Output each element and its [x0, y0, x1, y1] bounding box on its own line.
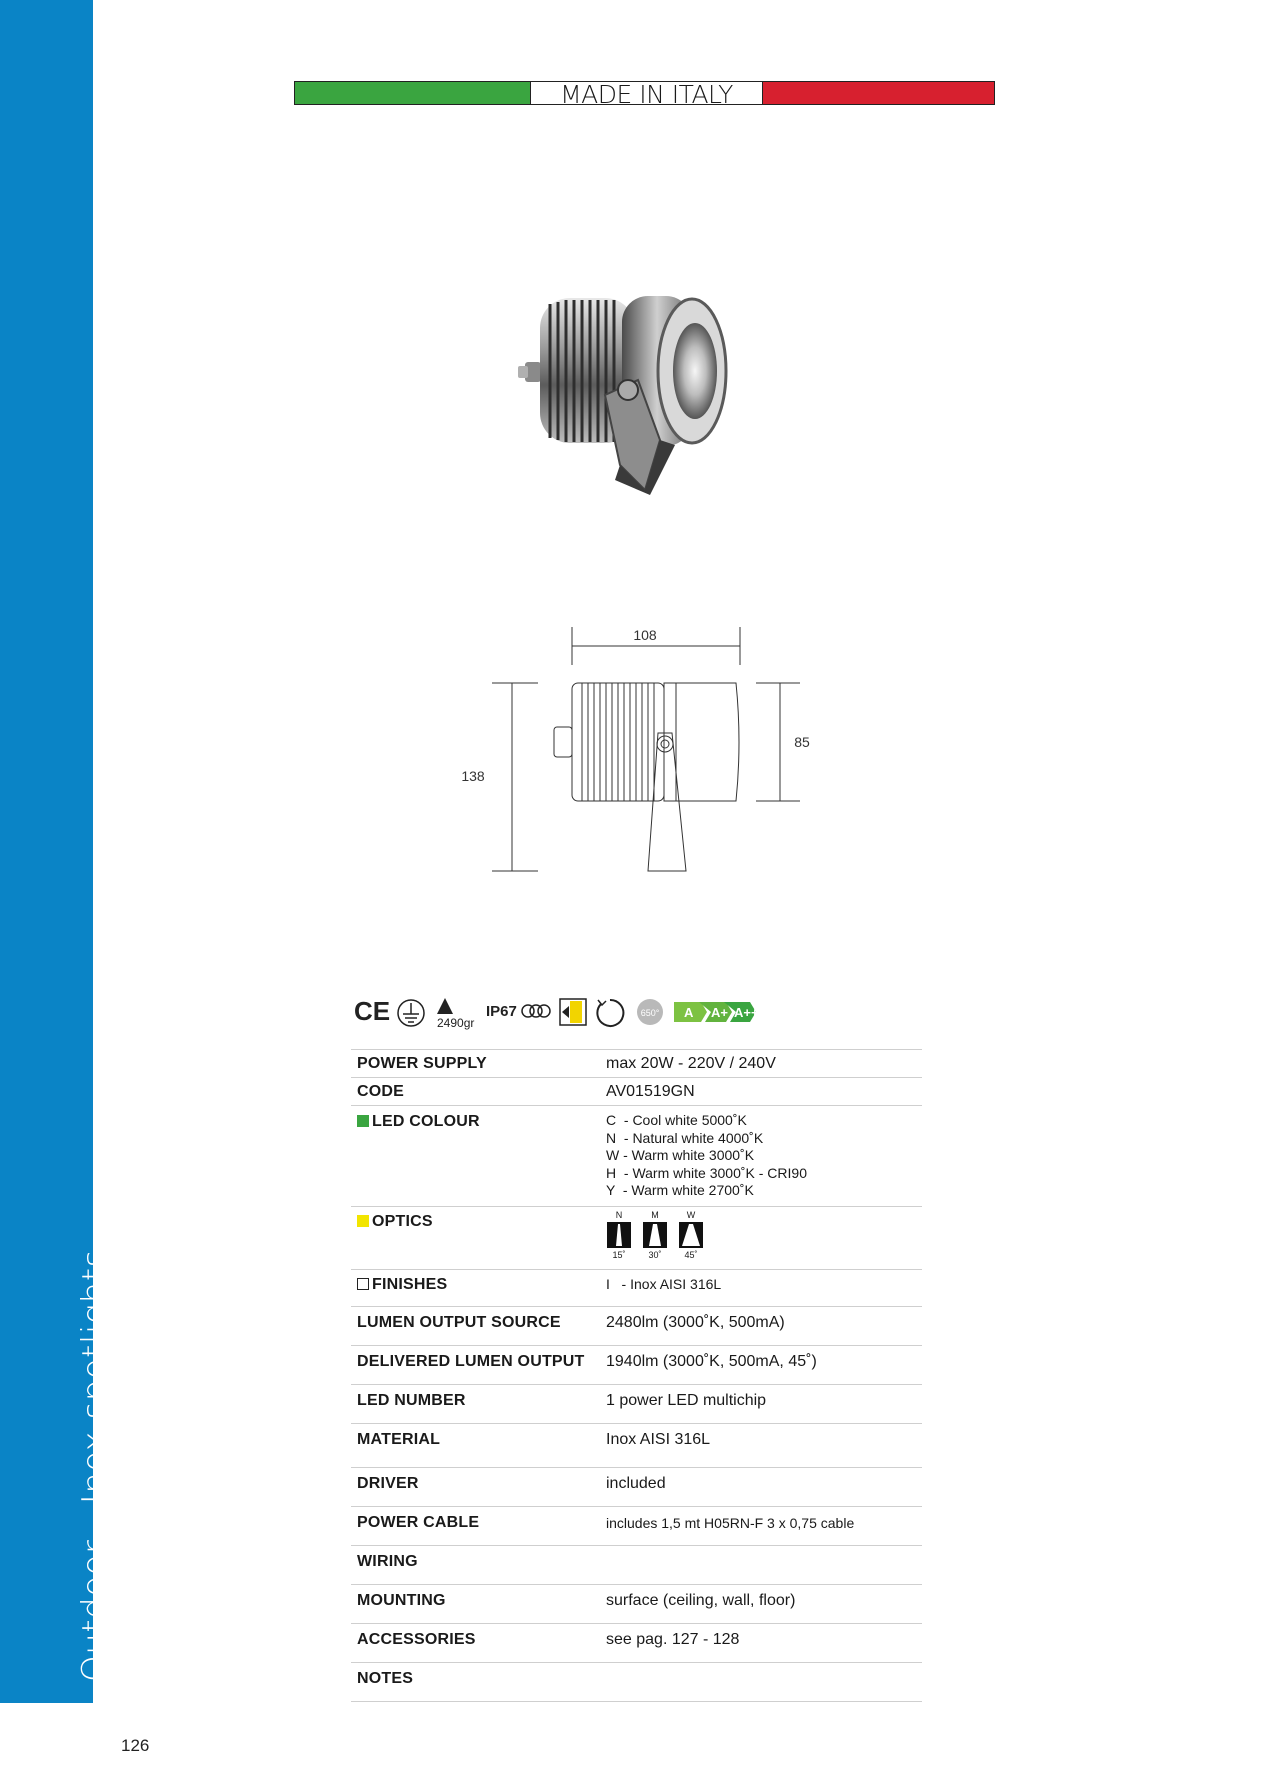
energy-class-a-plus: A+ — [711, 1005, 728, 1020]
specifications-table — [351, 1049, 922, 1702]
beam-narrow-icon — [607, 1222, 631, 1248]
spec-value: 1940lm (3000˚K, 500mA, 45˚) — [606, 1346, 922, 1385]
spec-label: ACCESSORIES — [351, 1624, 606, 1663]
spec-label: POWER CABLE — [351, 1507, 606, 1546]
spec-row-led-number — [351, 1385, 922, 1424]
led-module-icon — [560, 999, 586, 1025]
spec-value: AV01519GN — [606, 1078, 922, 1106]
made-in-italy-banner — [294, 79, 995, 109]
spec-label: OPTICS — [372, 1213, 433, 1230]
spec-label: DELIVERED LUMEN OUTPUT — [351, 1346, 606, 1385]
certification-icons — [354, 992, 794, 1032]
beam-medium-icon — [643, 1222, 667, 1248]
ip67-icon: IP67 — [486, 1003, 517, 1020]
spec-label: MOUNTING — [351, 1585, 606, 1624]
spec-row-led-colour — [351, 1106, 922, 1207]
spec-value: Inox AISI 316L — [606, 1424, 922, 1468]
spec-row-material — [351, 1424, 922, 1468]
spec-row-accessories — [351, 1624, 922, 1663]
weight-label: 2490gr — [437, 1016, 475, 1030]
spec-label: LUMEN OUTPUT SOURCE — [351, 1307, 606, 1346]
body-height-dimension-label: 85 — [794, 734, 810, 750]
spec-label: NOTES — [351, 1663, 606, 1702]
spec-label: LED COLOUR — [372, 1113, 480, 1130]
width-dimension-label: 108 — [633, 627, 657, 643]
spec-row-lumen-source — [351, 1307, 922, 1346]
led-colour-option: H - Warm white 3000˚K - CRI90 — [606, 1164, 807, 1181]
spec-row-driver — [351, 1468, 922, 1507]
category-label: Outdoor - Inox spotlights — [75, 1249, 115, 1682]
total-height-dimension-label: 138 — [461, 768, 485, 784]
led-colour-options — [606, 1106, 922, 1207]
energy-class-a-plus-plus: A++ — [734, 1005, 759, 1020]
spec-value — [606, 1663, 922, 1702]
svg-text:CE: CE — [354, 996, 391, 1026]
finishes-swatch — [357, 1278, 369, 1290]
spec-row-lumen-delivered — [351, 1346, 922, 1385]
spec-row-power-cable — [351, 1507, 922, 1546]
page-number: 126 — [121, 1736, 150, 1755]
led-colour-option: C - Cool white 5000˚K — [606, 1112, 747, 1128]
spec-value: surface (ceiling, wall, floor) — [606, 1585, 922, 1624]
beam-wide-icon — [679, 1222, 703, 1248]
spec-row-optics — [351, 1207, 922, 1270]
led-colour-option: W - Warm white 3000˚K — [606, 1147, 755, 1163]
spec-label: FINISHES — [372, 1276, 448, 1293]
spec-label: POWER SUPPLY — [351, 1050, 606, 1078]
spec-value — [606, 1546, 922, 1585]
ce-mark-icon — [354, 996, 390, 1026]
optics-options — [606, 1207, 922, 1270]
product-photo — [510, 290, 760, 540]
flag-green-stripe — [295, 82, 530, 104]
spec-label: DRIVER — [351, 1468, 606, 1507]
spec-value: I - Inox AISI 316L — [606, 1270, 922, 1307]
led-colour-option: Y - Warm white 2700˚K — [606, 1182, 754, 1198]
class-rings-icon — [522, 1005, 550, 1017]
spec-value: max 20W - 220V / 240V — [606, 1050, 922, 1078]
spec-value: 2480lm (3000˚K, 500mA) — [606, 1307, 922, 1346]
category-sidebar — [0, 0, 115, 1703]
optic-wide: W 45˚ — [678, 1210, 704, 1260]
rotation-icon — [597, 1000, 623, 1026]
dimension-drawing — [450, 615, 830, 877]
spec-label: MATERIAL — [351, 1424, 606, 1468]
optics-swatch — [357, 1215, 369, 1227]
spec-label: LED NUMBER — [351, 1385, 606, 1424]
spec-value: 1 power LED multichip — [606, 1385, 922, 1424]
glow-wire-icon — [637, 999, 663, 1025]
spec-value: included — [606, 1468, 922, 1507]
spec-value: includes 1,5 mt H05RN-F 3 x 0,75 cable — [606, 1507, 922, 1546]
optic-narrow: N 15˚ — [606, 1210, 632, 1260]
spec-value: see pag. 127 - 128 — [606, 1624, 922, 1663]
spec-row-power-supply — [351, 1050, 922, 1078]
ground-class-icon — [398, 1000, 424, 1026]
led-colour-option: N - Natural white 4000˚K — [606, 1129, 764, 1146]
spec-label: WIRING — [351, 1546, 606, 1585]
weight-icon — [437, 998, 474, 1030]
flag-red-stripe — [763, 82, 994, 104]
spec-row-finishes — [351, 1270, 922, 1307]
spec-row-notes — [351, 1663, 922, 1702]
spec-row-mounting — [351, 1585, 922, 1624]
led-colour-swatch — [357, 1115, 369, 1127]
energy-class-icon — [674, 1002, 759, 1022]
energy-class-a: A — [684, 1005, 694, 1020]
svg-text:650°: 650° — [640, 1008, 660, 1018]
spec-row-wiring — [351, 1546, 922, 1585]
optic-medium: M 30˚ — [642, 1210, 668, 1260]
spec-row-code — [351, 1078, 922, 1106]
made-in-italy-label: MADE IN ITALY — [530, 82, 763, 104]
spec-label: CODE — [351, 1078, 606, 1106]
